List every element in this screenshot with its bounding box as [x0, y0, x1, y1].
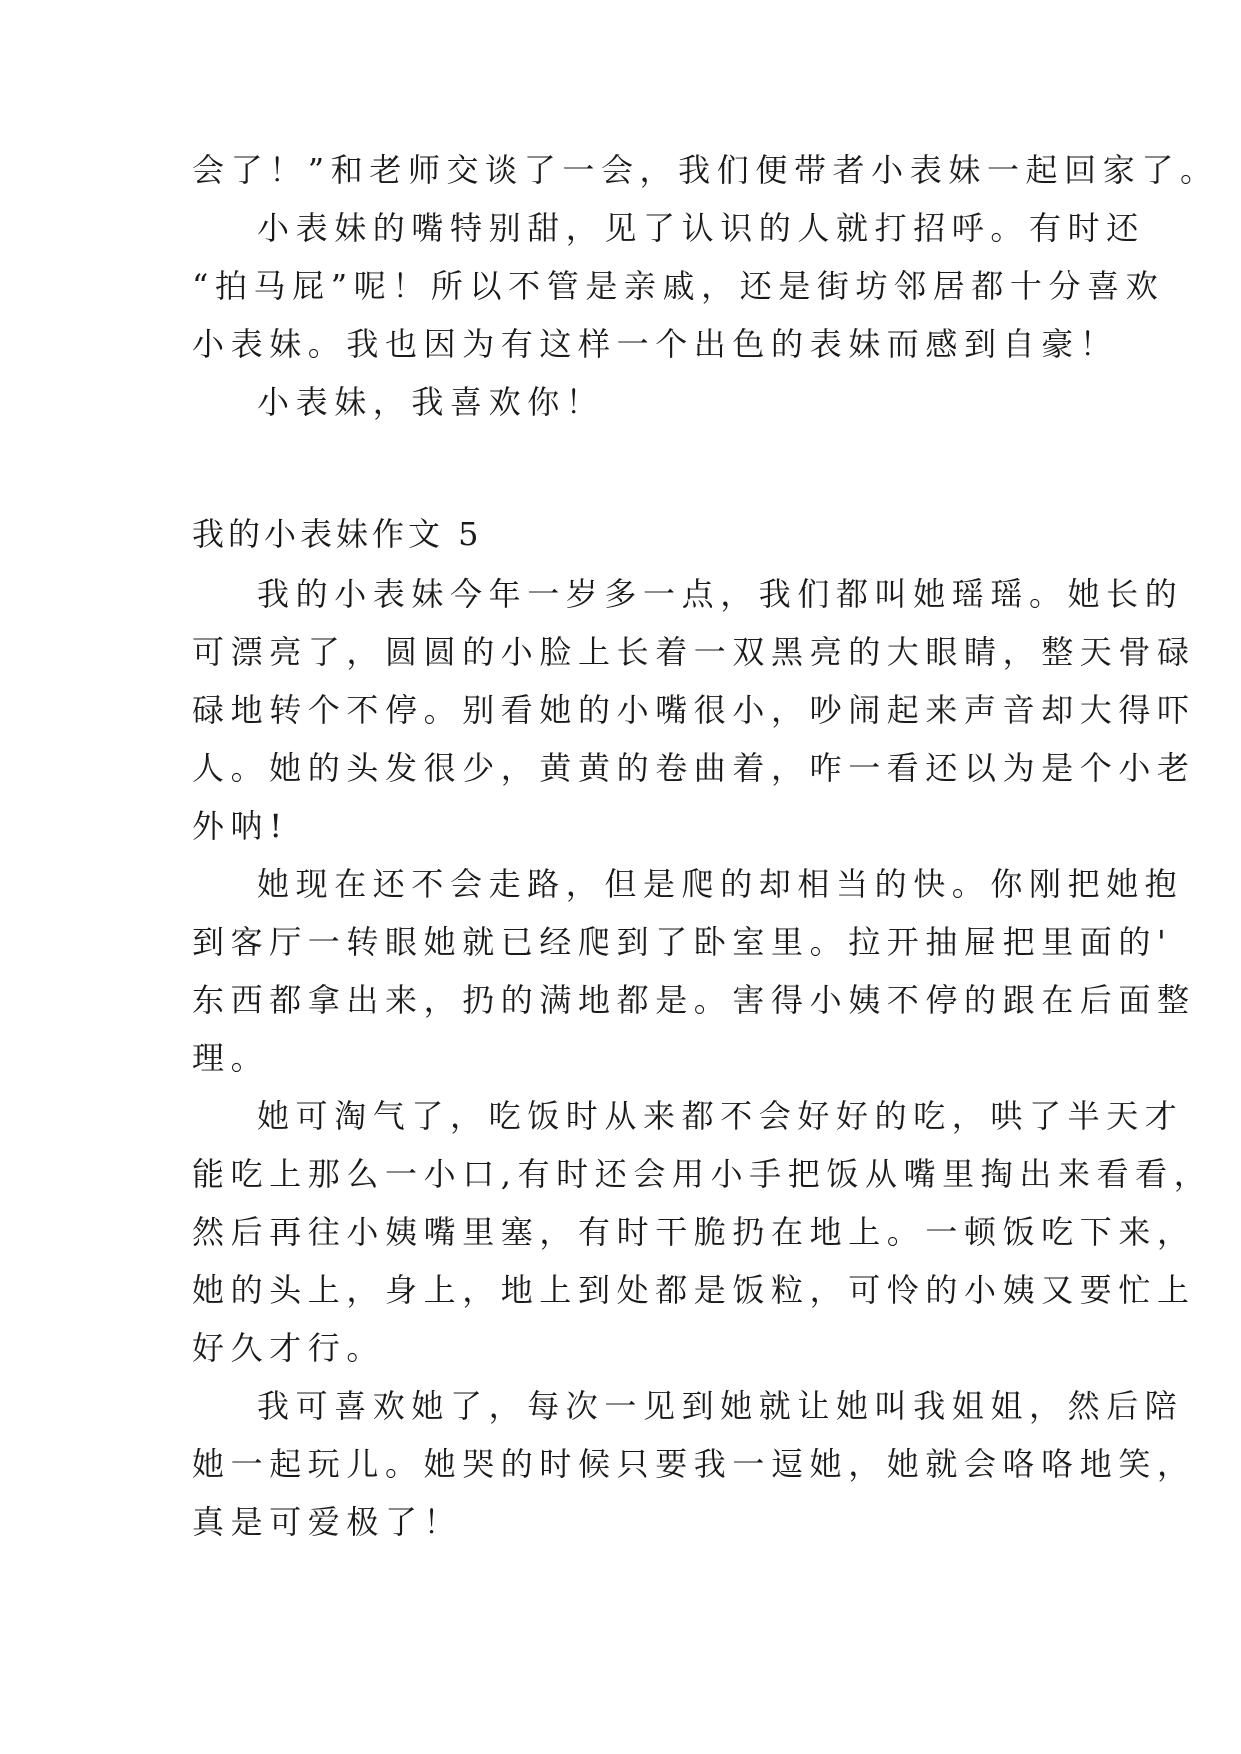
paragraph-line: 东西都拿出来，扔的满地都是。害得小姨不停的跟在后面整	[192, 981, 1196, 1019]
paragraph-line: 到客厅一转眼她就已经爬到了卧室里。拉开抽屉把里面的'	[192, 923, 1173, 961]
paragraph-line: 会了！”和老师交谈了一会，我们便带者小表妹一起回家了。	[192, 151, 1219, 189]
paragraph-line: 我可喜欢她了，每次一见到她就让她叫我姐姐，然后陪	[257, 1387, 1184, 1425]
paragraph-line: 小表妹的嘴特别甜，见了认识的人就打招呼。有时还	[257, 209, 1145, 247]
paragraph-line: 碌地转个不停。别看她的小嘴很小，吵闹起来声音却大得吓	[192, 691, 1196, 729]
paragraph-line: 好久才行。	[192, 1329, 386, 1367]
paragraph-line: 小表妹。我也因为有这样一个出色的表妹而感到自豪！	[192, 325, 1119, 363]
paragraph-line: 小表妹，我喜欢你！	[257, 383, 605, 421]
paragraph-line: 她可淘气了，吃饭时从来都不会好好的吃，哄了半天才	[257, 1097, 1184, 1135]
paragraph-line: 她的头上，身上，地上到处都是饭粒，可怜的小姨又要忙上	[192, 1271, 1196, 1309]
paragraph-line: 然后再往小姨嘴里塞，有时干脆扔在地上。一顿饭吃下来，	[192, 1213, 1196, 1251]
paragraph-line: 人。她的头发很少，黄黄的卷曲着，咋一看还以为是个小老	[192, 749, 1196, 787]
paragraph-line: 能吃上那么一小口,有时还会用小手把饭从嘴里掏出来看看，	[192, 1155, 1213, 1193]
paragraph-line: 她一起玩儿。她哭的时候只要我一逗她，她就会咯咯地笑，	[192, 1445, 1196, 1483]
paragraph-line: 她现在还不会走路，但是爬的却相当的快。你刚把她抱	[257, 865, 1184, 903]
paragraph-line: 理。	[192, 1039, 270, 1077]
section-title: 我的小表妹作文 5	[192, 515, 483, 553]
paragraph-line: 外呐!	[192, 807, 289, 845]
paragraph-line: 我的小表妹今年一岁多一点，我们都叫她瑶瑶。她长的	[257, 575, 1184, 613]
paragraph-line: 真是可爱极了！	[192, 1503, 463, 1541]
paragraph-line: “拍马屁”呢！所以不管是亲戚，还是街坊邻居都十分喜欢	[192, 267, 1165, 305]
paragraph-line: 可漂亮了，圆圆的小脸上长着一双黑亮的大眼睛，整天骨碌	[192, 633, 1196, 671]
